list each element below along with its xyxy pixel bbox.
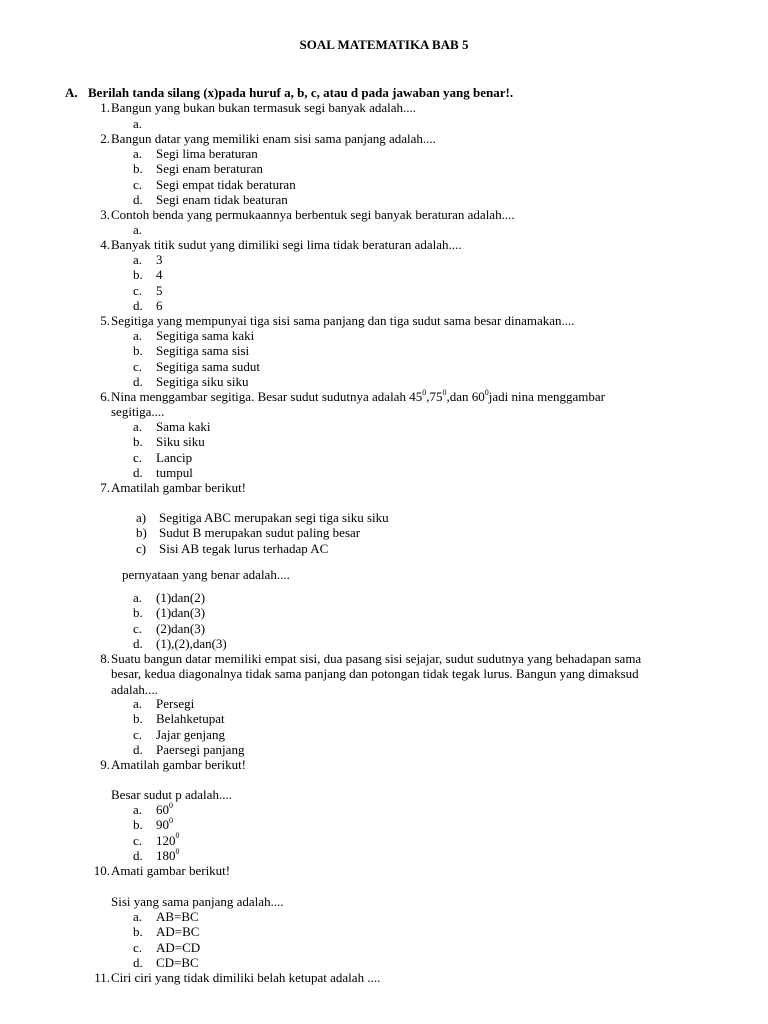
option-text: Segi lima beraturan xyxy=(156,146,258,161)
question-2 xyxy=(88,131,728,146)
question-number: 9. xyxy=(100,757,110,772)
question-text: Segitiga yang mempunyai tiga sisi sama panjang dan tiga sudut sama besar dinamakan.... xyxy=(111,313,575,328)
option-label: a. xyxy=(133,116,143,131)
option-text: Segitiga siku siku xyxy=(156,374,249,390)
question-number: 4. xyxy=(100,237,110,252)
option-label: a. xyxy=(133,146,143,161)
option-label: b. xyxy=(133,817,143,833)
option-label: a. xyxy=(133,802,143,817)
question-10 xyxy=(88,863,728,878)
option-label: a. xyxy=(133,696,143,711)
option-a[interactable] xyxy=(133,222,156,237)
question-7-statements xyxy=(136,510,389,556)
statement-3: c) Sisi AB tegak lurus terhadap AC xyxy=(136,540,329,556)
option-d[interactable] xyxy=(133,955,200,970)
option-text: AD=BC xyxy=(156,924,200,940)
option-a[interactable] xyxy=(133,328,260,343)
option-text: Sama kaki xyxy=(156,419,211,434)
option-text: Paersegi panjang xyxy=(156,742,245,758)
option-text: Segi enam tidak beaturan xyxy=(156,192,288,208)
option-label: c. xyxy=(133,449,143,465)
option-text: 5 xyxy=(156,282,163,298)
document-title: SOAL MATEMATIKA BAB 5 xyxy=(299,37,469,52)
question-4-options xyxy=(133,252,163,314)
question-text: Amati gambar berikut! xyxy=(111,863,231,878)
question-number: 1. xyxy=(100,100,110,115)
question-text: Ciri ciri yang tidak dimiliki belah ketupat adalah .... xyxy=(111,970,381,985)
option-text: Segitiga sama sudut xyxy=(156,358,260,374)
option-d[interactable] xyxy=(133,742,244,757)
question-text: Amatilah gambar berikut! xyxy=(111,480,247,495)
statement-1: a) Segitiga ABC merupakan segi tiga siku siku xyxy=(136,510,389,525)
question-number: 8. xyxy=(100,651,110,666)
option-text: Segi enam beraturan xyxy=(156,161,263,177)
question-9-options xyxy=(133,802,180,864)
question-5 xyxy=(88,313,728,328)
statement-2: b) Sudut B merupakan sudut paling besar xyxy=(136,525,361,541)
option-c[interactable] xyxy=(133,621,227,636)
option-a[interactable]: a. $60^0$ xyxy=(133,800,173,817)
question-text: Bangun datar yang memiliki enam sisi sama panjang adalah.... xyxy=(111,131,436,146)
question-number: 6. xyxy=(100,389,110,404)
option-label: c. xyxy=(133,358,143,374)
option-label: b. xyxy=(133,343,143,359)
question-7-prompt: pernyataan yang benar adalah.... xyxy=(122,567,290,582)
option-b[interactable] xyxy=(133,434,211,449)
option-label: a. xyxy=(133,419,143,434)
question-7 xyxy=(88,480,728,495)
option-text: Lancip xyxy=(156,449,193,465)
option-d[interactable] xyxy=(133,298,163,313)
option-c[interactable]: c. $120^0$ xyxy=(133,831,180,848)
option-text: 90 xyxy=(156,817,169,833)
option-text: (1),(2),dan(3) xyxy=(156,636,227,652)
option-label: b. xyxy=(133,605,143,621)
option-text: tumpul xyxy=(156,465,193,481)
option-text: 60 xyxy=(156,802,169,817)
option-text: Belahketupat xyxy=(156,711,225,727)
option-label: c. xyxy=(133,726,143,742)
section-instruction: Berilah tanda silang (x)pada huruf a, b, c, atau d pada jawaban yang benar!. xyxy=(88,85,514,100)
option-label: a. xyxy=(133,222,143,237)
question-number: 10. xyxy=(93,863,110,878)
option-a[interactable] xyxy=(133,252,163,267)
option-label: b. xyxy=(133,161,143,177)
option-label: b. xyxy=(133,924,143,940)
option-label: a. xyxy=(133,909,143,924)
option-label: d. xyxy=(133,192,143,208)
section-label: A. xyxy=(65,85,78,100)
option-c[interactable] xyxy=(133,450,211,465)
question-6-options xyxy=(133,419,211,481)
option-b[interactable] xyxy=(133,267,163,282)
question-1 xyxy=(88,100,728,115)
option-d[interactable] xyxy=(133,374,260,389)
option-label: d. xyxy=(133,465,143,481)
option-text: AD=CD xyxy=(156,939,201,955)
question-1-options xyxy=(133,116,156,131)
question-text: Suatu bangun datar memiliki empat sisi, dua pasang sisi sejajar, sudut sudutnya yang behadapan sama besar, kedua diagonalnya tidak sama panjang dan potongan tidak tegak lurus. Bangun yang dimaksud adalah.... xyxy=(111,651,642,697)
option-label: b. xyxy=(133,267,143,283)
option-label: d. xyxy=(133,955,143,971)
option-label: d. xyxy=(133,636,143,652)
question-text: Nina menggambar segitiga. Besar sudut sudutnya adalah $45^0,75^0,dan$ $60^0jadi$ nina menggambar segitiga.... xyxy=(111,387,605,420)
option-b[interactable] xyxy=(133,924,200,939)
question-8 xyxy=(88,651,728,697)
question-text: Contoh benda yang permukaannya berbentuk segi banyak beraturan adalah.... xyxy=(111,207,515,222)
question-number: 3. xyxy=(100,207,110,222)
option-text: (2)dan(3) xyxy=(156,620,206,636)
question-5-options xyxy=(133,328,260,390)
option-a[interactable] xyxy=(133,146,296,161)
option-label: c. xyxy=(133,176,143,192)
option-label: a. xyxy=(133,590,143,605)
option-text: (1)dan(2) xyxy=(156,590,206,605)
question-number: 11. xyxy=(94,970,110,985)
question-number: 5. xyxy=(100,313,110,328)
option-label: b. xyxy=(133,434,143,450)
option-text: Jajar genjang xyxy=(156,726,225,742)
option-label: d. xyxy=(133,374,143,390)
option-text: 4 xyxy=(156,267,163,283)
question-10-prompt: Sisi yang sama panjang adalah.... xyxy=(111,894,284,909)
question-4 xyxy=(88,237,728,252)
question-7-options xyxy=(133,590,227,652)
option-b[interactable] xyxy=(133,161,296,176)
question-number: 2. xyxy=(100,131,110,146)
option-a[interactable] xyxy=(133,419,211,434)
option-label: b. xyxy=(133,711,143,727)
option-a[interactable] xyxy=(133,909,200,924)
option-text: AB=BC xyxy=(156,909,199,924)
option-label: c. xyxy=(133,832,143,848)
option-a[interactable] xyxy=(133,590,227,605)
option-label: c. xyxy=(133,939,143,955)
option-d[interactable]: d. $180^0$ xyxy=(133,846,180,864)
option-a[interactable] xyxy=(133,696,244,711)
option-c[interactable] xyxy=(133,359,260,374)
option-b[interactable] xyxy=(133,605,227,620)
option-d[interactable] xyxy=(133,465,211,480)
option-text: 120 xyxy=(156,832,176,848)
option-label: d. xyxy=(133,298,143,314)
option-text: Siku siku xyxy=(156,434,205,450)
question-2-options xyxy=(133,146,296,208)
option-b[interactable]: b. $90^0$ xyxy=(133,816,173,833)
option-text: Segi empat tidak beraturan xyxy=(156,176,296,192)
question-text: Banyak titik sudut yang dimiliki segi lima tidak beraturan adalah.... xyxy=(111,237,462,252)
option-c[interactable] xyxy=(133,727,244,742)
question-8-options xyxy=(133,696,244,758)
option-text: 6 xyxy=(156,298,163,314)
question-number: 7. xyxy=(100,480,110,495)
option-label: d. xyxy=(133,742,143,758)
option-d[interactable] xyxy=(133,192,296,207)
question-text: Amatilah gambar berikut! xyxy=(111,757,247,772)
question-3 xyxy=(88,207,728,222)
option-b[interactable] xyxy=(133,711,244,726)
option-text: (1)dan(3) xyxy=(156,605,206,621)
option-b[interactable] xyxy=(133,343,260,358)
option-label: c. xyxy=(133,282,143,298)
question-3-options xyxy=(133,222,156,237)
option-label: a. xyxy=(133,252,143,267)
option-text: Segitiga sama sisi xyxy=(156,343,250,359)
option-text: Segitiga sama kaki xyxy=(156,328,255,343)
option-a[interactable] xyxy=(133,116,156,131)
question-6 xyxy=(88,389,728,420)
option-text: Persegi xyxy=(156,696,195,711)
option-c[interactable] xyxy=(133,177,296,192)
question-10-options xyxy=(133,909,200,971)
option-label: a. xyxy=(133,328,143,343)
option-text: CD=BC xyxy=(156,955,199,971)
option-c[interactable] xyxy=(133,940,200,955)
section-heading xyxy=(65,85,513,100)
option-text: 3 xyxy=(156,252,163,267)
option-text: 180 xyxy=(156,848,176,864)
question-9-prompt: Besar sudut p adalah.... xyxy=(111,787,232,802)
option-label: d. xyxy=(133,848,143,864)
question-text: Bangun yang bukan bukan termasuk segi banyak adalah.... xyxy=(111,100,417,115)
question-11 xyxy=(88,970,728,985)
option-label: c. xyxy=(133,620,143,636)
question-9 xyxy=(88,757,728,772)
option-c[interactable] xyxy=(133,283,163,298)
option-d[interactable] xyxy=(133,636,227,651)
